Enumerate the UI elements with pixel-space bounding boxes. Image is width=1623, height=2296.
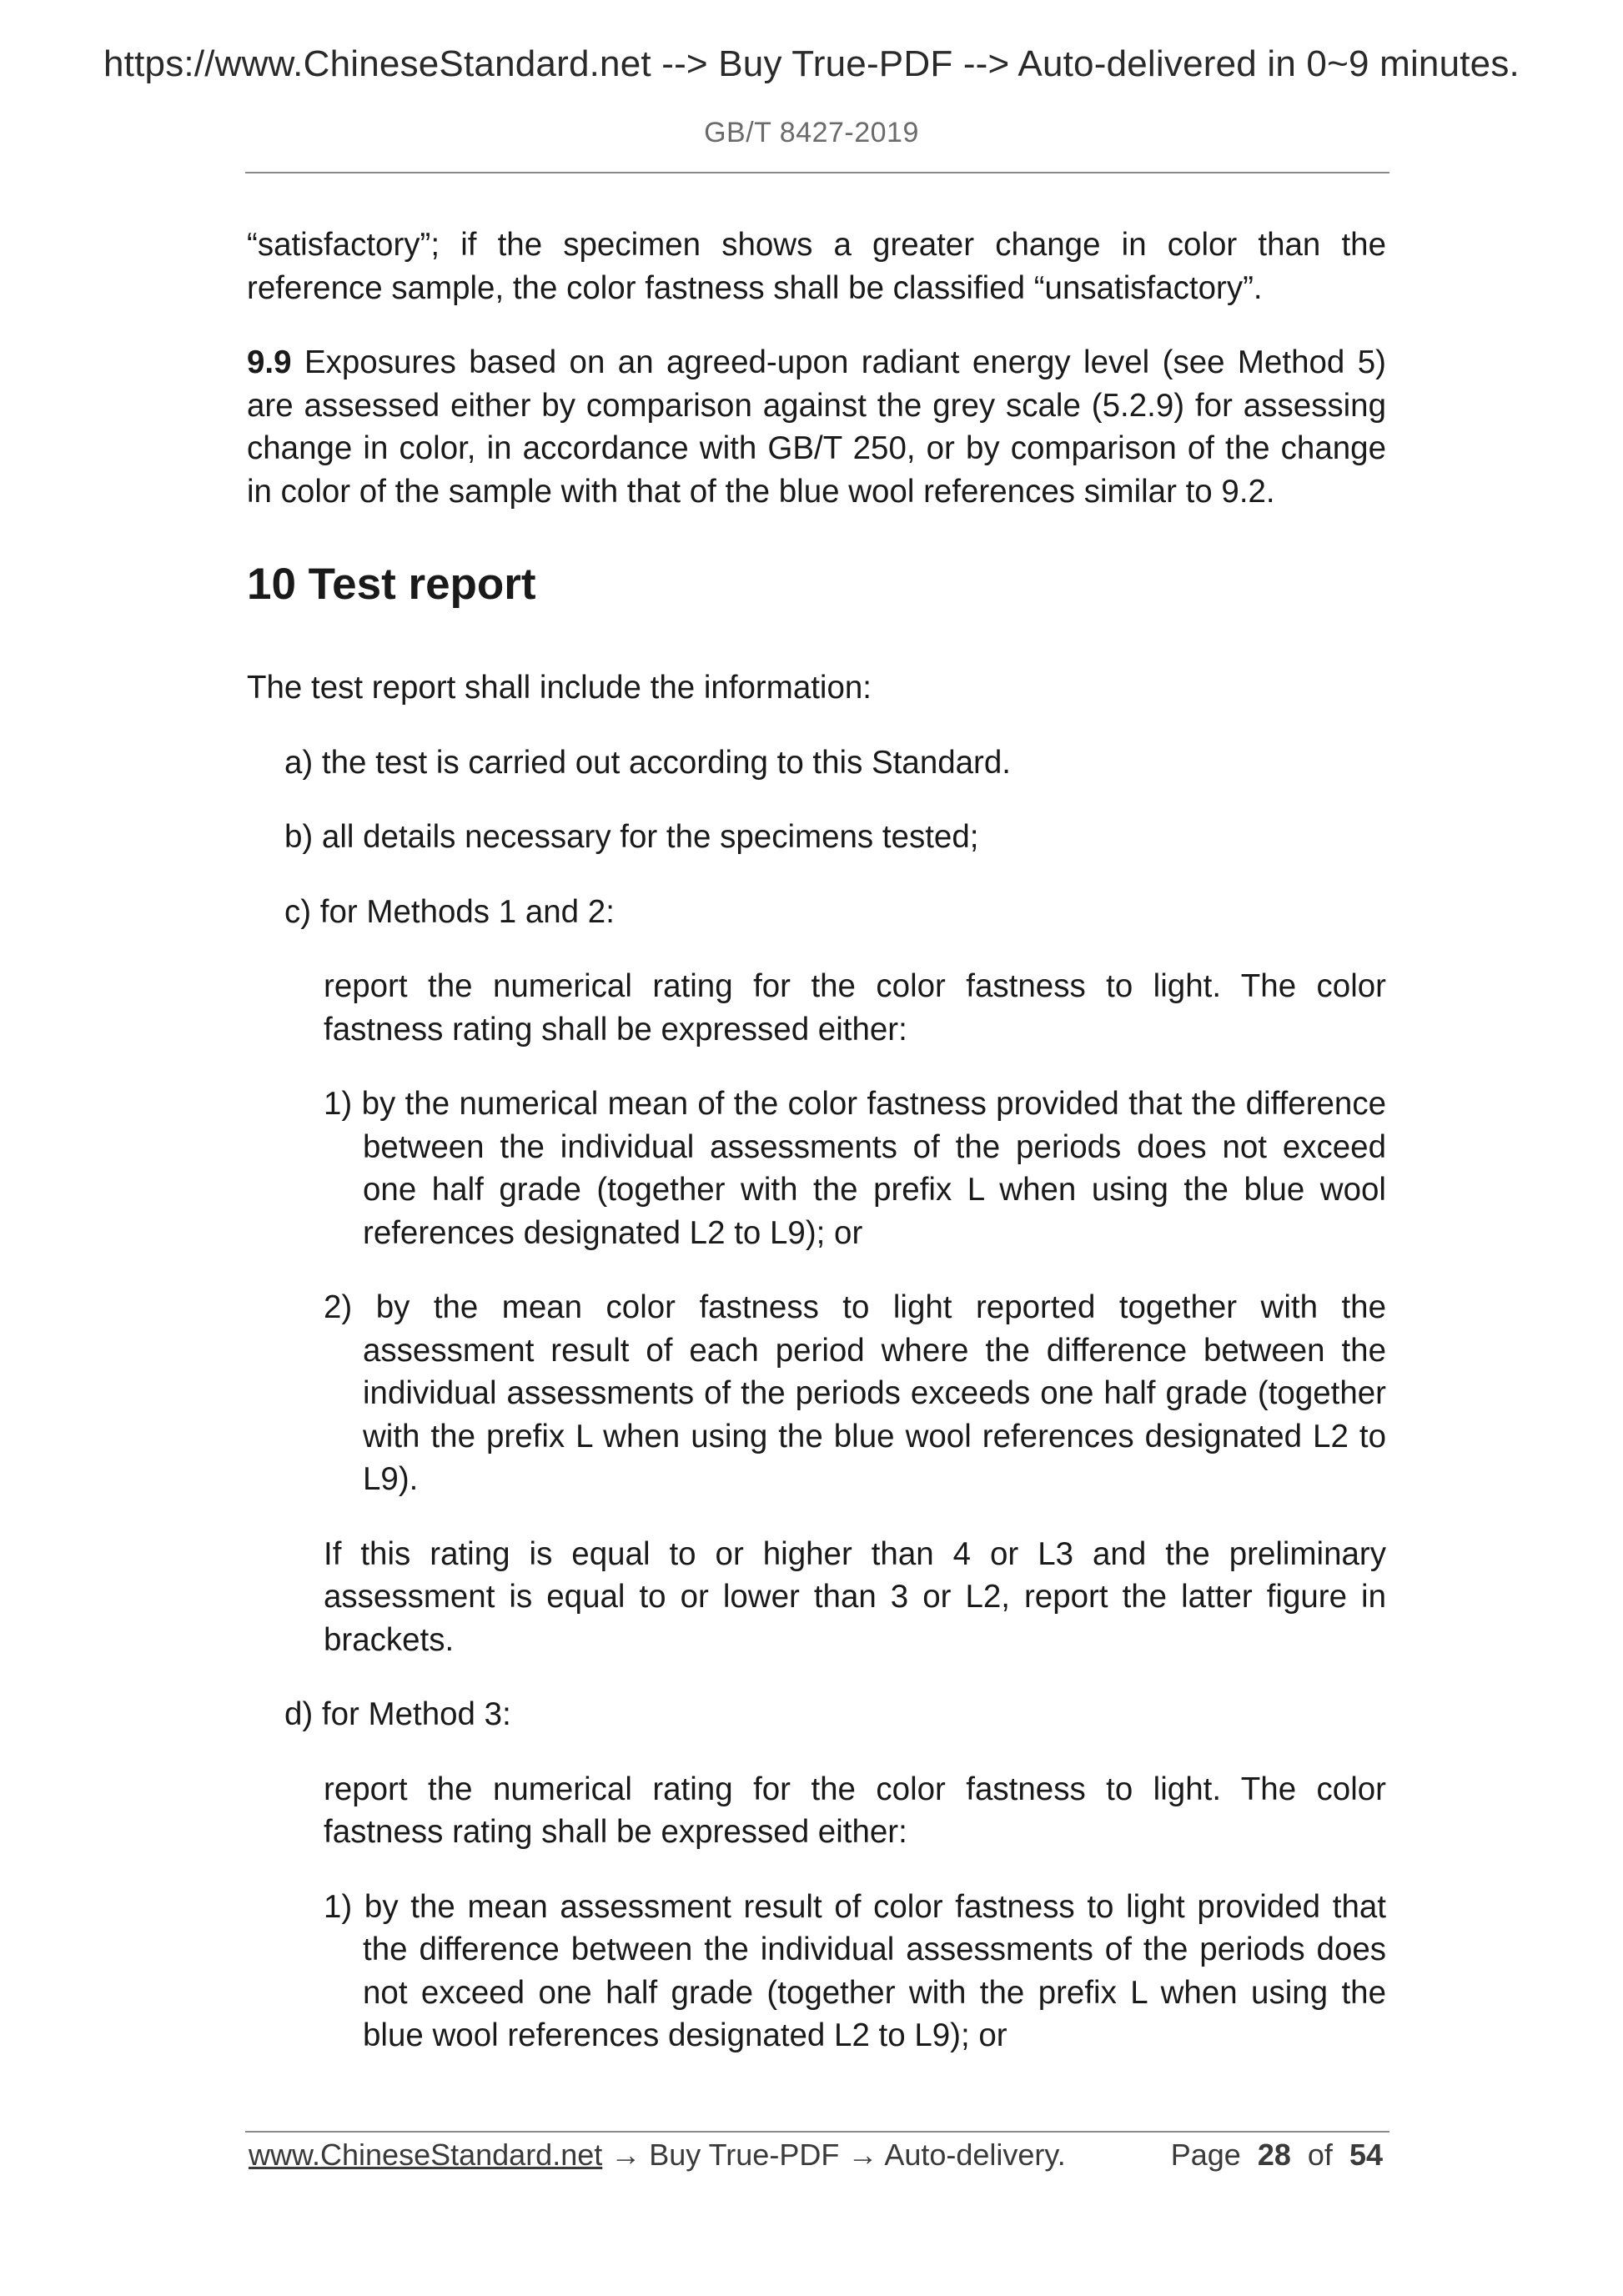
page-of-label: of [1307,2138,1333,2172]
clause-9-9 [247,341,1386,513]
list-item-c-note: If this rating is equal to or higher than 4 or L3 and the preliminary assessment is equal to or lower than 3 or L2, report the latter figure in brackets. [324,1535,1386,1658]
list-item-d-1: 1) by the mean assessment result of color fastness to light provided that the difference between the individual assessments of the periods does not exceed one half grade (together with the prefix L when using the blue wool references designated L2 to L9); or [324,1888,1386,2053]
top-banner-link[interactable]: https://www.ChineseStandard.net --> Buy True-PDF --> Auto-delivered in 0~9 minutes. [103,43,1520,84]
document-code: GB/T 8427-2019 [704,117,919,148]
section-heading: 10 Test report [247,560,536,609]
list-item-d-text: report the numerical rating for the color fastness to light. The color fastness rating shall be expressed either: [324,1771,1386,1850]
page-number [1171,2137,1383,2173]
section-intro: The test report shall include the information: [247,670,872,706]
list-item-c-1: 1) by the numerical mean of the color fastness provided that the difference between the individual assessments of the periods does not exceed one half grade (together with the prefix L when using the blue wool references designated L2 to L9); or [324,1086,1386,1251]
list-item-b: b) all details necessary for the specimens tested; [284,819,979,855]
list-item-c-text: report the numerical rating for the color fastness to light. The color fastness rating shall be expressed either: [324,968,1386,1048]
clause-text: Exposures based on an agreed-upon radiant energy level (see Method 5) are assessed either by comparison against the grey scale (5.2.9) for assessing change in color, in accordance with GB/T 250, or by comparison of the change in color of the sample with that of the blue wool references similar to 9.2. [247,344,1386,510]
page-current: 28 [1257,2138,1291,2172]
page-content [247,224,1386,2057]
page-label: Page [1170,2138,1241,2172]
footer-tagline: → Buy True-PDF → Auto-delivery. [602,2138,1066,2172]
list-item-a: a) the test is carried out according to this Standard. [284,744,1011,781]
continued-paragraph: “satisfactory”; if the specimen shows a greater change in color than the reference sample, the color fastness shall be classified “unsatisfactory”. [247,227,1386,306]
header-divider [245,172,1389,173]
page-total: 54 [1349,2138,1383,2172]
clause-number: 9.9 [247,344,292,380]
list-item-c: c) for Methods 1 and 2: [284,893,615,930]
list-item-d: d) for Method 3: [284,1696,511,1732]
list-item-c-2: 2) by the mean color fastness to light reported together with the assessment result of each period where the difference between the individual assessments of the periods exceeds one half grade (together with the prefix L when using the blue wool references designated L2 to L9). [324,1289,1386,1497]
footer-divider [245,2131,1389,2133]
footer-site-link[interactable]: www.ChineseStandard.net [249,2138,603,2172]
page-footer [249,2137,1386,2173]
